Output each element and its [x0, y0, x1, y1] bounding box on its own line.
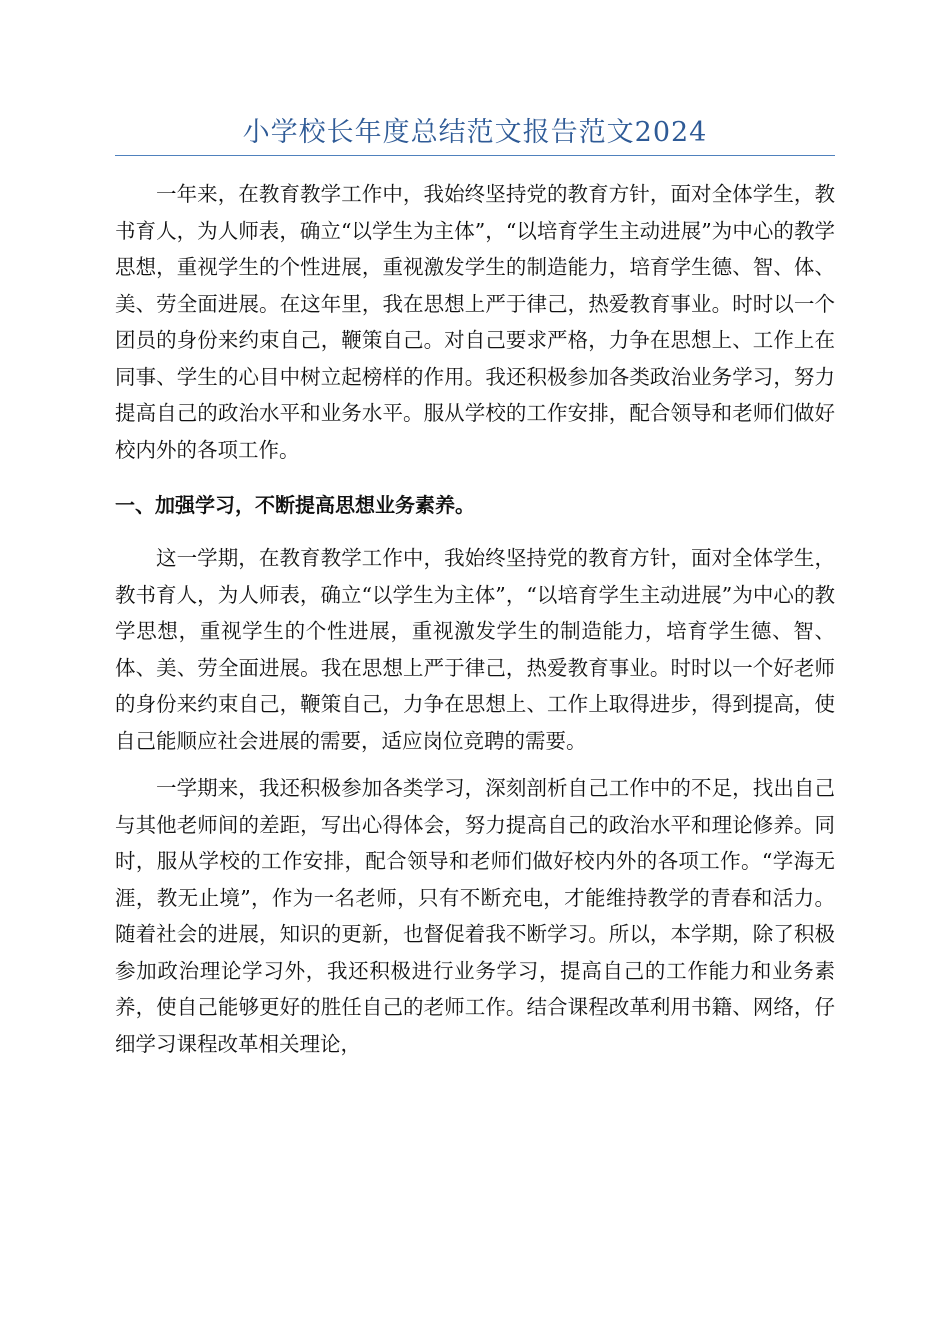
title-underline: [115, 155, 835, 156]
intro-paragraph: 一年来，在教育教学工作中，我始终坚持党的教育方针，面对全体学生，教书育人，为人师表，确立“以学生为主体”，“以培育学生主动进展”为中心的教学思想，重视学生的个性进展，重视激发学生的制造能力，培育学生德、智、体、美、劳全面进展。在这年里，我在思想上严于律己，热爱教育事业。时时以一个团员的身份来约束自己，鞭策自己。对自己要求严格，力争在思想上、工作上在同事、学生的心目中树立起榜样的作用。我还积极参加各类政治业务学习，努力提高自己的政治水平和业务水平。服从学校的工作安排，配合领导和老师们做好校内外的各项工作。: [115, 182, 835, 462]
section-heading: 一、加强学习，不断提高思想业务素养。: [115, 493, 475, 517]
body-paragraph: 这一学期，在教育教学工作中，我始终坚持党的教育方针，面对全体学生，教书育人，为人师表，确立“以学生为主体”，“以培育学生主动进展”为中心的教学思想，重视学生的个性进展，重视激发学生的制造能力，培育学生德、智、体、美、劳全面进展。我在思想上严于律己，热爱教育事业。时时以一个好老师的身份来约束自己，鞭策自己，力争在思想上、工作上取得进步，得到提高，使自己能顺应社会进展的需要，适应岗位竞聘的需要。: [115, 546, 835, 753]
document-title: 小学校长年度总结范文报告范文2024: [242, 117, 708, 148]
body-paragraph: 一学期来，我还积极参加各类学习，深刻剖析自己工作中的不足，找出自己与其他老师间的差距，写出心得体会，努力提高自己的政治水平和理论修养。同时，服从学校的工作安排，配合领导和老师们做好校内外的各项工作。“学海无涯，教无止境”，作为一名老师，只有不断充电，才能维持教学的青春和活力。随着社会的进展，知识的更新，也督促着我不断学习。所以，本学期，除了积极参加政治理论学习外，我还积极进行业务学习，提高自己的工作能力和业务素养，使自己能够更好的胜任自己的老师工作。结合课程改革利用书籍、网络，仔细学习课程改革相关理论，: [115, 776, 835, 1056]
document-body: [115, 176, 835, 1062]
